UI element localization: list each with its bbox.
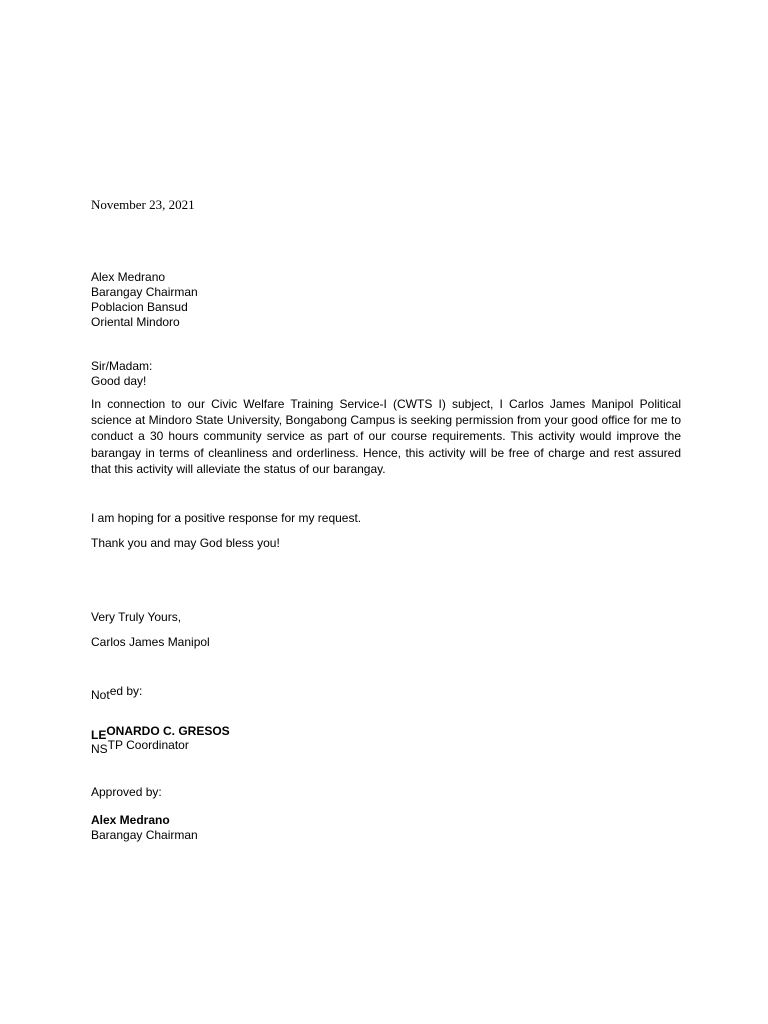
approved-by-label: Approved by: [91,785,162,799]
sender-name: Carlos James Manipol [91,635,210,649]
coordinator-title-rest: TP Coordinator [107,738,189,752]
recipient-name: Alex Medrano [91,270,166,284]
salutation: Sir/Madam: [91,359,153,373]
coordinator-title [91,738,189,756]
approver-title: Barangay Chairman [91,828,198,842]
recipient-address-line2: Oriental Mindoro [91,315,180,329]
coordinator-name-rest: ONARDO C. GRESOS [106,724,230,738]
recipient-address-line1: Poblacion Bansud [91,300,188,314]
body-paragraph: In connection to our Civic Welfare Training Service-I (CWTS I) subject, I Carlos James Manipol Political science at Mindoro State University, Bongabong Campus is seeking permission from your good office for me to conduct a 30 hours community service as part of our course requirements. This activity would improve the barangay in terms of cleanliness and orderliness. Hence, this activity will be free of charge and rest assured that this activity will alleviate the status of our barangay. [91,397,681,476]
recipient-title: Barangay Chairman [91,285,198,299]
greeting: Good day! [91,374,147,388]
thanks-line: Thank you and may God bless you! [91,536,280,550]
coordinator-name-prefix: LE [91,728,107,742]
hope-line: I am hoping for a positive response for my request. [91,511,362,525]
coordinator-name [91,724,230,742]
coordinator-title-prefix: NS [91,742,108,756]
closing: Very Truly Yours, [91,610,182,624]
noted-by-rest: ed by: [109,684,143,698]
approver-name: Alex Medrano [91,813,170,827]
letter-date: November 23, 2021 [91,197,195,212]
noted-by-prefix: Not [91,688,110,702]
noted-by-label [91,684,143,702]
